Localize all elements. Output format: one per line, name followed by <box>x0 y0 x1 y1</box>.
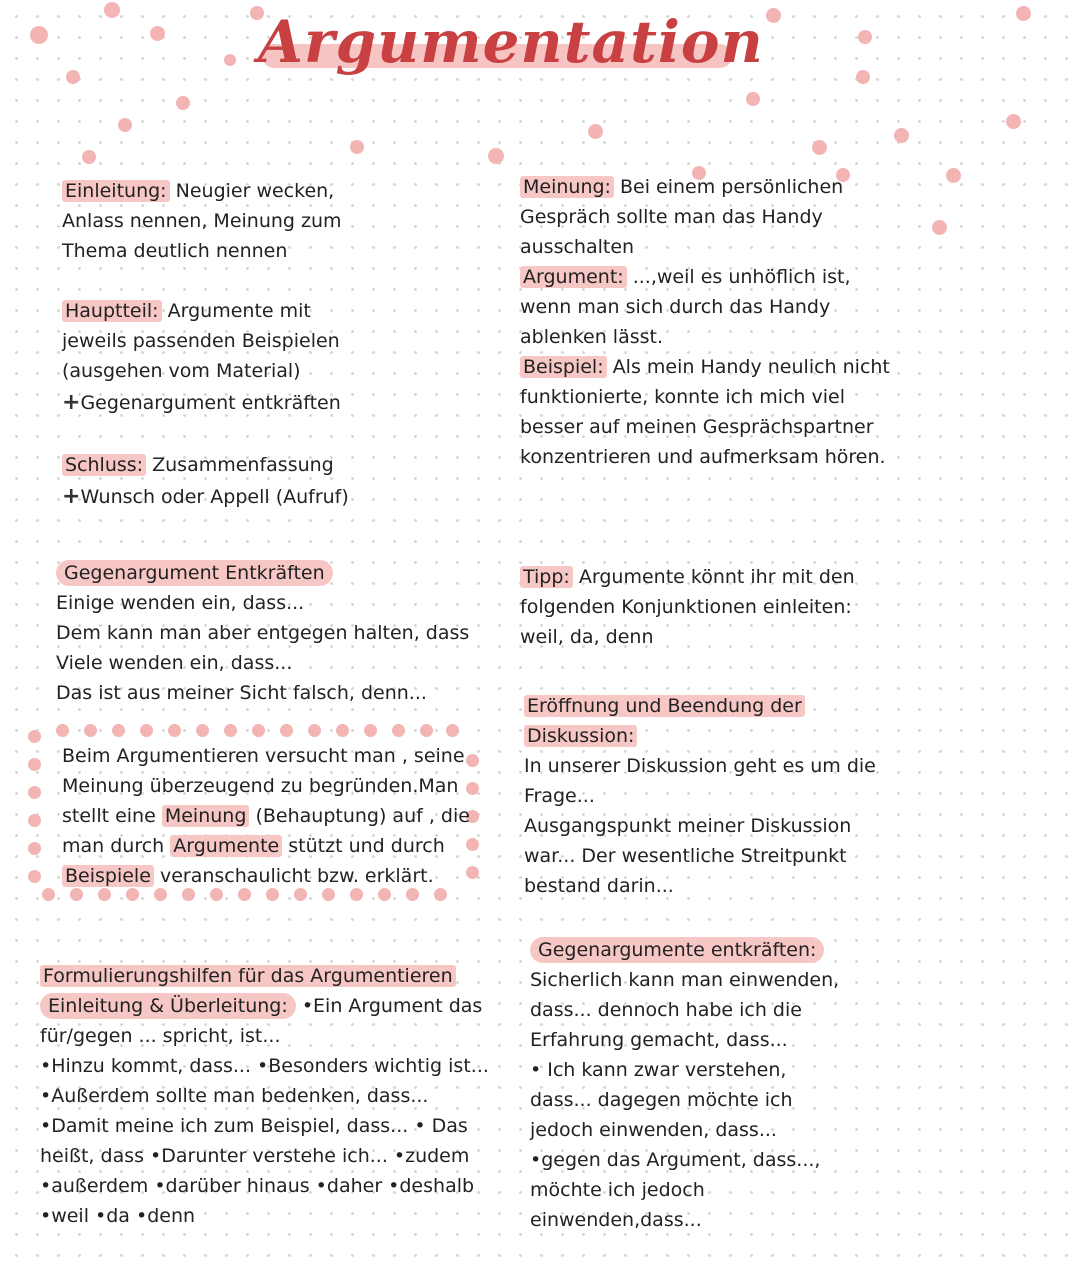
eroeffnung-line: In unserer Diskussion geht es um die <box>524 755 876 777</box>
argument-line: ...,weil es unhöflich ist, <box>632 266 851 288</box>
meinung-highlight: Meinung <box>162 805 250 827</box>
beispiel-line: konzentrieren und aufmerksam hören. <box>520 446 886 468</box>
einleitung-line: Anlass nennen, Meinung zum <box>62 210 342 232</box>
meinung-label: Meinung: <box>520 176 614 198</box>
gegenargument-line: Viele wenden ein, dass... <box>56 652 293 674</box>
schluss-line: Zusammenfassung <box>152 454 334 476</box>
eroeffnung-heading: Eröffnung und Beendung der <box>524 695 805 717</box>
meinung-line: ausschalten <box>520 236 635 258</box>
argument-line: wenn man sich durch das Handy <box>520 296 831 318</box>
einleitung-label: Einleitung: <box>62 180 170 202</box>
hauptteil-line: jeweils passenden Beispielen <box>62 330 340 352</box>
beispiel-line: funktionierte, konnte ich mich viel <box>520 386 845 408</box>
gegenargumente-line: jedoch einwenden, dass... <box>530 1119 777 1141</box>
definition-line: Beim Argumentieren versucht man , seine <box>62 745 465 767</box>
tipp-line: folgenden Konjunktionen einleiten: <box>520 596 852 618</box>
gegenargument-line: Einige wenden ein, dass... <box>56 592 305 614</box>
gegenargumente-line: Erfahrung gemacht, dass... <box>530 1029 788 1051</box>
meinung-line: Bei einem persönlichen <box>620 176 844 198</box>
definition-text-part: veranschaulicht bzw. erklärt. <box>159 865 434 887</box>
gegenargument-line: Dem kann man aber entgegen halten, dass <box>56 622 470 644</box>
beispiel-label: Beispiel: <box>520 356 607 378</box>
gegenargumente-line: •gegen das Argument, dass..., <box>530 1149 821 1171</box>
formulierung-line: •Damit meine ich zum Beispiel, dass... • Das <box>40 1115 468 1137</box>
gegenargument-section <box>56 558 469 708</box>
formulierung-line: •weil •da •denn <box>40 1205 196 1227</box>
gegenargumente-line: Sicherlich kann man einwenden, <box>530 969 840 991</box>
eroeffnung-line: Frage... <box>524 785 595 807</box>
hauptteil-plus: Gegenargument entkräften <box>80 392 341 414</box>
definition-line: Meinung überzeugend zu begründen.Man <box>62 775 459 797</box>
eroeffnung-section <box>524 691 876 901</box>
gegenargumente-line: einwenden,dass... <box>530 1209 702 1231</box>
gegenargumente-line: dass... dennoch habe ich die <box>530 999 802 1021</box>
meinung-line: Gespräch sollte man das Handy <box>520 206 823 228</box>
tipp-label: Tipp: <box>520 566 573 588</box>
beispiele-highlight: Beispiele <box>62 865 154 887</box>
definition-text-part: man durch <box>62 835 165 857</box>
argumente-highlight: Argumente <box>170 835 282 857</box>
definition-text-part: stellt eine <box>62 805 156 827</box>
beispiel-line: Als mein Handy neulich nicht <box>612 356 890 378</box>
plus-icon: + <box>62 390 81 415</box>
tipp-line: weil, da, denn <box>520 626 654 648</box>
eroeffnung-heading: Diskussion: <box>524 725 637 747</box>
definition-text-part: (Behauptung) auf , die <box>255 805 470 827</box>
definition-text <box>62 741 470 891</box>
gegenargumente-section <box>530 935 839 1235</box>
formulierung-line: •außerdem •darüber hinaus •daher •deshalb <box>40 1175 475 1197</box>
structure-section <box>62 176 349 512</box>
gegenargument-heading: Gegenargument Entkräften <box>56 560 333 586</box>
tipp-line: Argumente könnt ihr mit den <box>578 566 855 588</box>
gegenargumente-line: möchte ich jedoch <box>530 1179 705 1201</box>
formulierung-line: für/gegen ... spricht, ist... <box>40 1025 281 1047</box>
eroeffnung-line: Ausgangspunkt meiner Diskussion <box>524 815 852 837</box>
example-section <box>520 172 890 472</box>
hauptteil-line: (ausgehen vom Material) <box>62 360 301 382</box>
gegenargumente-line: • Ich kann zwar verstehen, <box>530 1059 787 1081</box>
beispiel-line: besser auf meinen Gesprächspartner <box>520 416 874 438</box>
eroeffnung-line: bestand darin... <box>524 875 674 897</box>
formulierung-line: •Außerdem sollte man bedenken, dass... <box>40 1085 429 1107</box>
gegenargument-line: Das ist aus meiner Sicht falsch, denn... <box>56 682 427 704</box>
schluss-label: Schluss: <box>62 454 146 476</box>
formulierung-line: •Hinzu kommt, dass... •Besonders wichtig ist... <box>40 1055 489 1077</box>
hauptteil-label: Hauptteil: <box>62 300 162 322</box>
argument-label: Argument: <box>520 266 627 288</box>
plus-icon: + <box>62 484 81 509</box>
tipp-section <box>520 562 855 652</box>
page-title: Argumentation <box>258 8 764 76</box>
eroeffnung-line: war... Der wesentliche Streitpunkt <box>524 845 847 867</box>
schluss-plus: Wunsch oder Appell (Aufruf) <box>80 486 349 508</box>
argument-line: ablenken lässt. <box>520 326 664 348</box>
einleitung-ueberleitung-label: Einleitung & Überleitung: <box>40 993 296 1019</box>
gegenargumente-line: dass... dagegen möchte ich <box>530 1089 793 1111</box>
gegenargumente-heading: Gegenargumente entkräften: <box>530 937 824 963</box>
einleitung-line: Thema deutlich nennen <box>62 240 288 262</box>
formulierung-heading: Formulierungshilfen für das Argumentieren <box>40 965 456 987</box>
formulierung-line: heißt, dass •Darunter verstehe ich... •zudem <box>40 1145 470 1167</box>
hauptteil-line: Argumente mit <box>167 300 311 322</box>
formulierung-section <box>40 961 489 1231</box>
einleitung-line: Neugier wecken, <box>175 180 335 202</box>
formulierung-line: •Ein Argument das <box>301 995 483 1017</box>
definition-text-part: stützt und durch <box>288 835 445 857</box>
